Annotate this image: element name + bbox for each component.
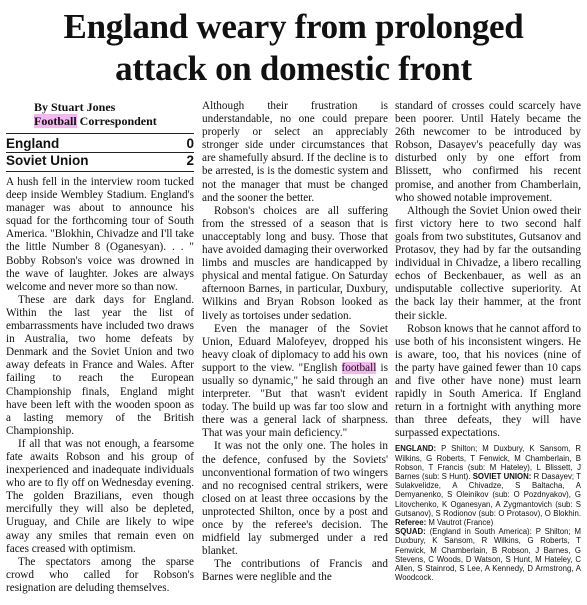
byline-role-rest: Correspondent <box>76 114 157 128</box>
article-paragraph: It was not the only one. The holes in the defence, confused by the Soviets' unconventional formation of two wingers and no recognised central strikers, were closed on at least three occasions by the unprotected Shilton, once by a post and once by the referee's decision. The midfield lay submerged under a red blanket. <box>202 440 388 558</box>
england-lineup: P Shilton; M Duxbury, K Sansom, R Wilkins, G Roberts, T Fenwick, M Chamberlain, B Robson, T Francis (sub: M Hateley), L Blissett, J Barnes (sub: S Hunt). <box>395 444 581 482</box>
article-paragraph: standard of crosses could scarcely have been poorer. Until Hately became the 26th newcomer to be introduced by Robson, Dasayev's peacefully day was disturbed only by one effort from Blissett, who confirmed his recent promise, and another from Chamberlain, who showed notable improvement. <box>395 100 581 204</box>
score-row-soviet-union <box>6 152 194 169</box>
england-label: ENGLAND: <box>395 444 437 454</box>
byline-role-highlight: Football <box>34 114 77 128</box>
highlighted-word: football <box>341 361 377 374</box>
headline-line-1: England weary from prolonged <box>63 7 524 46</box>
headline-line-2: attack on domestic front <box>115 49 472 88</box>
byline <box>34 100 194 128</box>
byline-role <box>34 114 194 128</box>
article-paragraph: The spectators among the sparse crowd who called for Robson's resignation are deluding themselves. <box>6 555 194 594</box>
article-paragraph <box>202 323 388 441</box>
article-paragraph: If all that was not enough, a fearsome fate awaits Robson and his group of inexperienced and inadequate individuals who are to fly off on Wednesday evening. The golden Brazilians, even though mercifully they will also be depleted, Uruguay, and Chile are likely to wipe away any smiles that remain even on faces creased with optimism. <box>6 437 194 555</box>
article-paragraph: Robson knows that he cannot afford to use both of his inconsistent wingers. He is aware, too, that his novices (nine of the party have gained fewer than 10 caps and five other have none) must learn rapidly in South America. If England return in a fortnight with anything more than three defeats, they will have surpassed expectations. <box>395 322 581 440</box>
byline-author: By Stuart Jones <box>34 100 116 114</box>
score-row-england <box>6 136 194 152</box>
article-paragraph: Although the Soviet Union owed their first victory here to two second half goals from two substitutes, Gutsanov and Protasov, they had by far the outsanding individual in Chivadze, a libero recalling echos of Beckenbauer, as well as an undisputable collective superiority. At the back lay their hammer, at the front their sickle. <box>395 204 581 322</box>
score-box <box>6 133 194 172</box>
team-soviet-score: 2 <box>186 153 194 168</box>
team-england-name: England <box>6 136 60 151</box>
team-england-score: 0 <box>186 136 194 151</box>
soviet-label: SOVIET UNION: <box>472 472 532 482</box>
squad-list: (England in South America): P Shilton; M Duxbury, K Sansom, R Wilkins, G Roberts, T Fenwick, M Chamberlain, B Robson, J Barnes, G Stevens, C Woods, D Watson, S Hunt, M Hateley, C Allen, S Stainrod, S Lee, A Kennedy, D Armstrong, A Woodcock. <box>395 527 581 583</box>
article-paragraph: Although their frustration is understandable, no one could prepare properly or select an appreciably stronger side under circumstances that are shamefully absurd. If the decline is to be arrested, is is the domestic system and not the manager that must be changed and the sooner the better. <box>202 100 388 204</box>
article-paragraph: The contributions of Francis and Barnes were neglible and the <box>202 558 388 584</box>
article-paragraph: These are dark days for England. Within the last year the list of embarrassments have included two draws in Australia, two home defeats by Denmark and the Soviet Union and two away defeats in France and Wales. After failing to reach the European Championship finals, England might have been left with the wooden spoon as a lasting memory of the British Championship. <box>6 293 194 437</box>
quote-text-before: Even the manager of the Soviet Union, Eduard Malofeyev, dropped his heavy cloak of diplomacy to add his own support to the view. "English <box>202 322 388 374</box>
team-lineups <box>395 444 581 582</box>
column-2 <box>202 100 388 584</box>
team-soviet-name: Soviet Union <box>6 153 89 168</box>
referee-label: Referee: <box>395 518 427 528</box>
article-paragraph: A hush fell in the interview room tucked deep inside Wembley Stadium. England's manager was about to announce his squad for the forthcoming tour of South America. "Blokhin, Chivadze and I'll take the little Number 8 (Oganesyan). . . " Bobby Robson's voice was drowned in the wave of laughter. Jokes are always welcome and never more so than now. <box>6 176 194 293</box>
headline <box>0 6 587 90</box>
quote-text-after: is usually so dynamic," he said through an interpreter. "But that wasn't evident today. The build up was far too slow and there was a general lack of sharpness. That was your main deficiency." <box>202 361 388 440</box>
article-paragraph: Robson's choices are all suffering from the stressed of a season that is unacceptably long and busy. Those that have avoided damaging their overworked limbs and muscles are handicapped by physical and mental fatigue. On Saturday afternoon Barnes, in particular, Duxbury, Wilkins and Bryan Robson looked as lively as tortoises under sedation. <box>202 204 388 322</box>
column-3 <box>395 100 581 582</box>
squad-label: SQUAD: <box>395 527 426 537</box>
referee-name: M Vautrot (France) <box>426 518 494 528</box>
soviet-lineup: R Dasayev; T Sulakvelidze, A Chivadze, S Baltacha, A Demyanenko, S Oleinikov (sub: O Pozdnyakov), G Litovchenko, K Oganesyan, A Zygmantovich (sub: S Gutsanov), S Rodionov (sub: O Protasov), O Blokhin. <box>395 472 581 518</box>
column-1 <box>6 100 194 595</box>
